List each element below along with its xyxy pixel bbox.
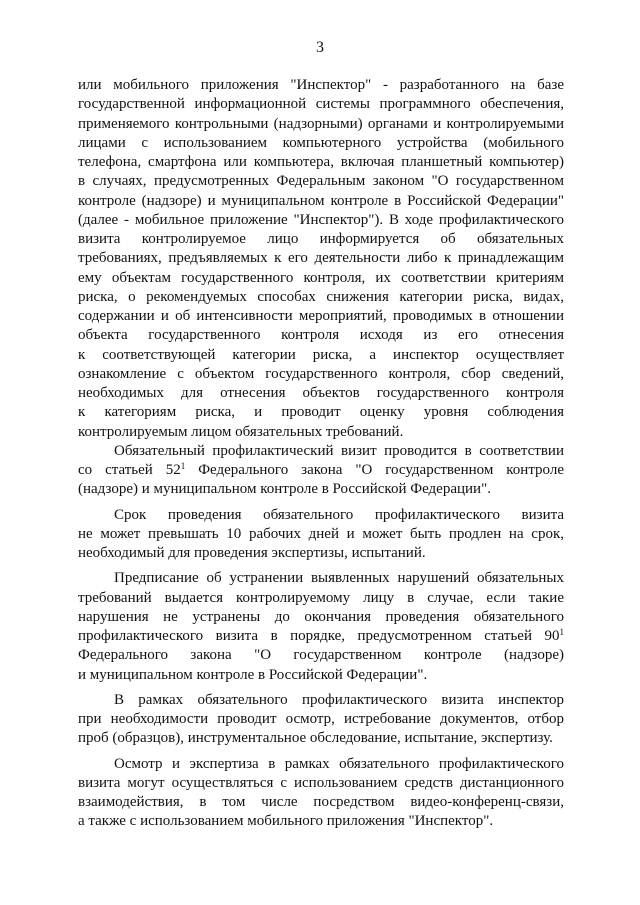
paragraph-3 xyxy=(78,506,564,564)
text-line: В рамках обязательного профилактического визита инспектор xyxy=(114,691,564,708)
text-line: Федерального закона "О государственном контроле (надзоре) xyxy=(78,647,564,664)
text-line: при необходимости проводит осмотр, истребование документов, отбор xyxy=(78,711,564,727)
text-line: лицами с использованием компьютерного устройства (мобильного xyxy=(78,134,564,151)
text-line: визита могут осуществляться с использованием средств дистанционного xyxy=(78,774,564,791)
text-line: необходимый для проведения экспертизы, испытаний. xyxy=(78,545,426,561)
paragraph-4 xyxy=(78,569,564,685)
text-fragment: профилактического визита в порядке, предусмотренном статьей 90 xyxy=(78,628,560,644)
text-line: телефона, смартфона или компьютера, включая планшетный компьютер) xyxy=(78,154,564,170)
text-line: объекта государственного контроля исходя из его отнесения xyxy=(78,327,564,344)
text-line: необходимых для отнесения объектов государственного контроля xyxy=(78,385,564,401)
text-line: а также с использованием мобильного приложения "Инспектор". xyxy=(78,813,494,830)
text-line: (далее - мобильное приложение "Инспектор"). В ходе профилактического xyxy=(78,211,564,228)
page-number: 3 xyxy=(316,39,324,56)
text-line: требованиях, предъявляемых к его деятельности либо к принадлежащим xyxy=(78,250,564,267)
text-line: применяемого контрольными (надзорными) органами и контролируемыми xyxy=(78,115,564,132)
text-line: Осмотр и экспертиза в рамках обязательного профилактического xyxy=(114,755,564,772)
text-line: взаимодействия, в том числе посредством видео-конференц-связи, xyxy=(78,794,564,810)
text-line: риска, о рекомендуемых способах снижения категории риска, видах, xyxy=(78,288,564,305)
text-line: контроле (надзоре) и муниципальном контроле в Российской Федерации" xyxy=(78,192,564,209)
text-line: Обязательный профилактический визит проводится в соответствии xyxy=(114,442,564,459)
text-line: (надзоре) и муниципальном контроле в Российской Федерации". xyxy=(78,481,491,498)
text-fragment: Федерального закона "О государственном контроле xyxy=(185,462,565,478)
text-line: в случаях, предусмотренных Федеральным законом "О государственном xyxy=(78,173,564,190)
paragraph-1 xyxy=(78,76,564,442)
document-body xyxy=(78,76,564,832)
text-line: нарушения не устранены до окончания проведения обязательного xyxy=(78,608,564,625)
text-line: проб (образцов), инструментальное обследование, испытание, экспертизу. xyxy=(78,730,553,747)
text-line: визита контролируемое лицо информируется об обязательных xyxy=(78,231,564,247)
paragraph-6 xyxy=(78,755,564,832)
text-line: Срок проведения обязательного профилактического визита xyxy=(114,506,564,523)
footnote-marker: 1 xyxy=(180,461,186,471)
text-line: содержании и об интенсивности мероприятий, проводимых в отношении xyxy=(78,308,564,324)
text-line: требований выдается контролируемому лицу в случае, если такие xyxy=(78,589,564,606)
text-line: к соответствующей категории риска, а инспектор осуществляет xyxy=(78,346,564,363)
text-line: не может превышать 10 рабочих дней и может быть продлен на срок, xyxy=(78,525,564,542)
text-line: к категориям риска, и проводит оценку уровня соблюдения xyxy=(78,404,564,421)
text-line-with-footnote xyxy=(78,627,564,646)
text-line: государственной информационной системы программного обеспечения, xyxy=(78,96,564,113)
text-line-with-footnote xyxy=(78,461,564,480)
text-line: ознакомление с объектом государственного контроля, сбор сведений, xyxy=(78,365,564,382)
footnote-marker: 1 xyxy=(559,627,564,637)
paragraph-2 xyxy=(78,442,564,500)
text-line: Предписание об устранении выявленных нарушений обязательных xyxy=(114,570,564,587)
text-line: ему объектам государственного контроля, их соответствии критериям xyxy=(78,269,564,286)
text-line: и муниципальном контроле в Российской Федерации". xyxy=(78,666,428,683)
text-line: контролируемым лицом обязательных требований. xyxy=(78,423,404,440)
text-fragment: со статьей 52 xyxy=(78,462,181,478)
text-line: или мобильного приложения "Инспектор" - разработанного на базе xyxy=(78,77,564,93)
paragraph-5 xyxy=(78,691,564,749)
